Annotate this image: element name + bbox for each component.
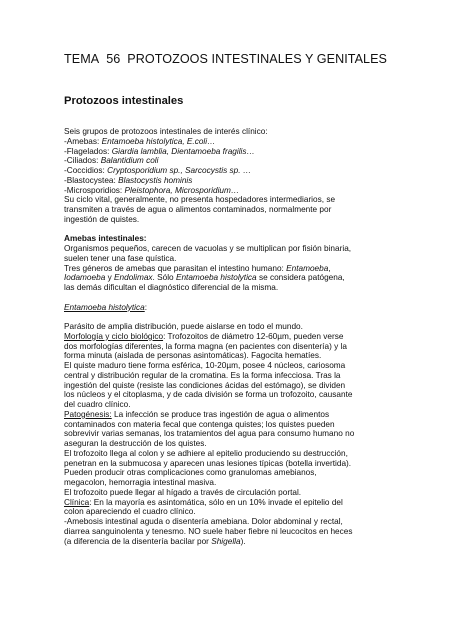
- text-run: ).: [240, 536, 246, 546]
- text-run: :: [144, 302, 148, 312]
- page-title: [64, 52, 387, 66]
- histolytica-line: los núcleos y el citoplasma, y de cada división se forma un trofozoito, causante: [64, 390, 353, 400]
- text-run: (a diferencia de la disentería bacilar por: [64, 536, 212, 546]
- histolytica-line: [64, 332, 404, 342]
- histolytica-line: El trofozoito llega al colon y se adhiere al epitelio produciendo su destrucción,: [64, 448, 348, 458]
- amebas-line: Organismos pequeños, carecen de vacuolas y se multiplican por fisión binaria,: [64, 244, 352, 253]
- document-body: [64, 127, 404, 546]
- histolytica-line: contaminados con materia fecal que contenga quistes; los quistes pueden: [64, 419, 335, 429]
- species-names: Cryptosporidium sp., Sarcocystis sp. …: [107, 166, 252, 175]
- amebas-line: las demás dificultan el diagnóstico diferencial de la misma.: [64, 283, 279, 292]
- species-names: Giardia lamblia, Dientamoeba fragilis…: [111, 146, 255, 156]
- list-label: -Coccidios:: [64, 166, 108, 175]
- title-number: 56: [106, 52, 121, 66]
- amebas-heading: Amebas intestinales:: [64, 234, 147, 244]
- subsection-label: Patogénesis:: [64, 409, 112, 419]
- genus-name: Entamoeba: [286, 263, 329, 273]
- histolytica-line: del cuadro clínico.: [64, 400, 131, 409]
- text-run: . Sólo: [152, 273, 176, 283]
- species-names: Pleistophora, Microsporidium…: [124, 185, 240, 195]
- intro-line: transmiten a través de agua o alimentos contaminados, normalmente por: [64, 205, 332, 214]
- list-label: -Blastocystea:: [64, 175, 119, 185]
- intro-list-item: [64, 147, 404, 157]
- histolytica-line: colon apareciendo el cuadro clínico.: [64, 507, 196, 517]
- intro-line: ingestión de quistes.: [64, 214, 140, 224]
- histolytica-line: Pueden producir otras complicaciones como granulomas amebianos,: [64, 468, 317, 478]
- intro-line: Su ciclo vital, generalmente, no presenta hospedadores intermediarios, se: [64, 195, 336, 205]
- intro-list-item: [64, 176, 404, 186]
- histolytica-line: central y distribución regular de la cromatina. Es la forma infecciosa. Tras la: [64, 370, 341, 380]
- histolytica-line: El trofozoito puede llegar al hígado a través de circulación portal.: [64, 487, 302, 497]
- amebas-line: suelen tener una fase quística.: [64, 253, 177, 263]
- histolytica-line: [64, 410, 404, 420]
- species-names: Blastocystis hominis: [118, 175, 193, 185]
- text-run: se considera patógena,: [256, 273, 345, 283]
- histolytica-line: El quiste maduro tiene forma esférica, 10-20µm, posee 4 núcleos, cariosoma: [64, 361, 346, 370]
- title-text: PROTOZOOS INTESTINALES Y GENITALES: [127, 52, 388, 66]
- species-names: Balantidium coli: [100, 156, 159, 166]
- text-run: ,: [328, 263, 331, 273]
- text-run: : Trofozoitos de diámetro 12-60µm, pueden verse: [163, 331, 344, 341]
- amebas-line: [64, 273, 404, 283]
- histolytica-line: aseguran la destrucción de los quistes.: [64, 439, 207, 448]
- amebas-line: [64, 264, 404, 274]
- text-run: y: [105, 273, 115, 283]
- intro-list-item: [64, 137, 404, 147]
- histolytica-line: forma minuta (aislada de personas asintomáticas). Fagocita hematíes.: [64, 351, 322, 361]
- histolytica-line: [64, 498, 404, 508]
- list-label: -Flagelados:: [64, 146, 112, 156]
- subsection-label: Clínica: [64, 497, 90, 507]
- histolytica-line: penetran en la submucosa y aparecen unas lesiones típicas (botella invertida).: [64, 458, 352, 468]
- section-heading: Protozoos intestinales: [64, 95, 184, 107]
- histolytica-line: ingestión del quiste (resiste las condiciones ácidas del estómago), se dividen: [64, 380, 346, 390]
- list-label: -Ciliados:: [64, 156, 101, 166]
- intro-list-item: [64, 166, 404, 176]
- text-run: La infección se produce tras ingestión de agua o alimentos: [111, 409, 330, 419]
- list-label: -Microsporidios:: [64, 185, 125, 195]
- genus-name: Shigella: [211, 536, 241, 546]
- species-names: Entamoeba histolytica, E.coli…: [101, 136, 216, 146]
- subsection-label: Morfología y ciclo biológico: [64, 331, 164, 341]
- histolytica-line: sobrevivir varias semanas, los tratamientos del agua para consumo humano no: [64, 429, 355, 439]
- histolytica-line: [64, 537, 404, 547]
- intro-list-item: [64, 156, 404, 166]
- histolytica-heading: [64, 303, 404, 313]
- histolytica-line: dos morfologías diferentes, la forma magna (en pacientes con disentería) y la: [64, 341, 347, 351]
- intro-line: Seis grupos de protozoos intestinales de interés clínico:: [64, 127, 268, 136]
- histolytica-line: Parásito de amplia distribución, puede aislarse en todo el mundo.: [64, 322, 303, 331]
- list-label: -Amebas:: [64, 136, 102, 146]
- title-prefix: TEMA: [64, 52, 100, 66]
- genus-name: Endolimax: [114, 273, 153, 283]
- species-heading: Entamoeba histolytica: [64, 302, 145, 312]
- genus-name: Iodamoeba: [64, 273, 106, 283]
- histolytica-line: -Amebosis intestinal aguda o disentería amebiana. Dolor abdominal y rectal,: [64, 517, 343, 526]
- histolytica-line: megacolon, hemorragia intestinal masiva.: [64, 478, 217, 487]
- histolytica-line: diarrea sanguinolenta y tenesmo. NO suele haber fiebre ni leucocitos en heces: [64, 526, 353, 536]
- species-name: Entamoeba histolytica: [175, 273, 257, 283]
- text-run: Tres géneros de amebas que parasitan el intestino humano:: [64, 263, 287, 273]
- intro-list-item: [64, 186, 404, 196]
- text-run: : En la mayoría es asintomática, sólo en un 10% invade el epitelio del: [89, 497, 343, 507]
